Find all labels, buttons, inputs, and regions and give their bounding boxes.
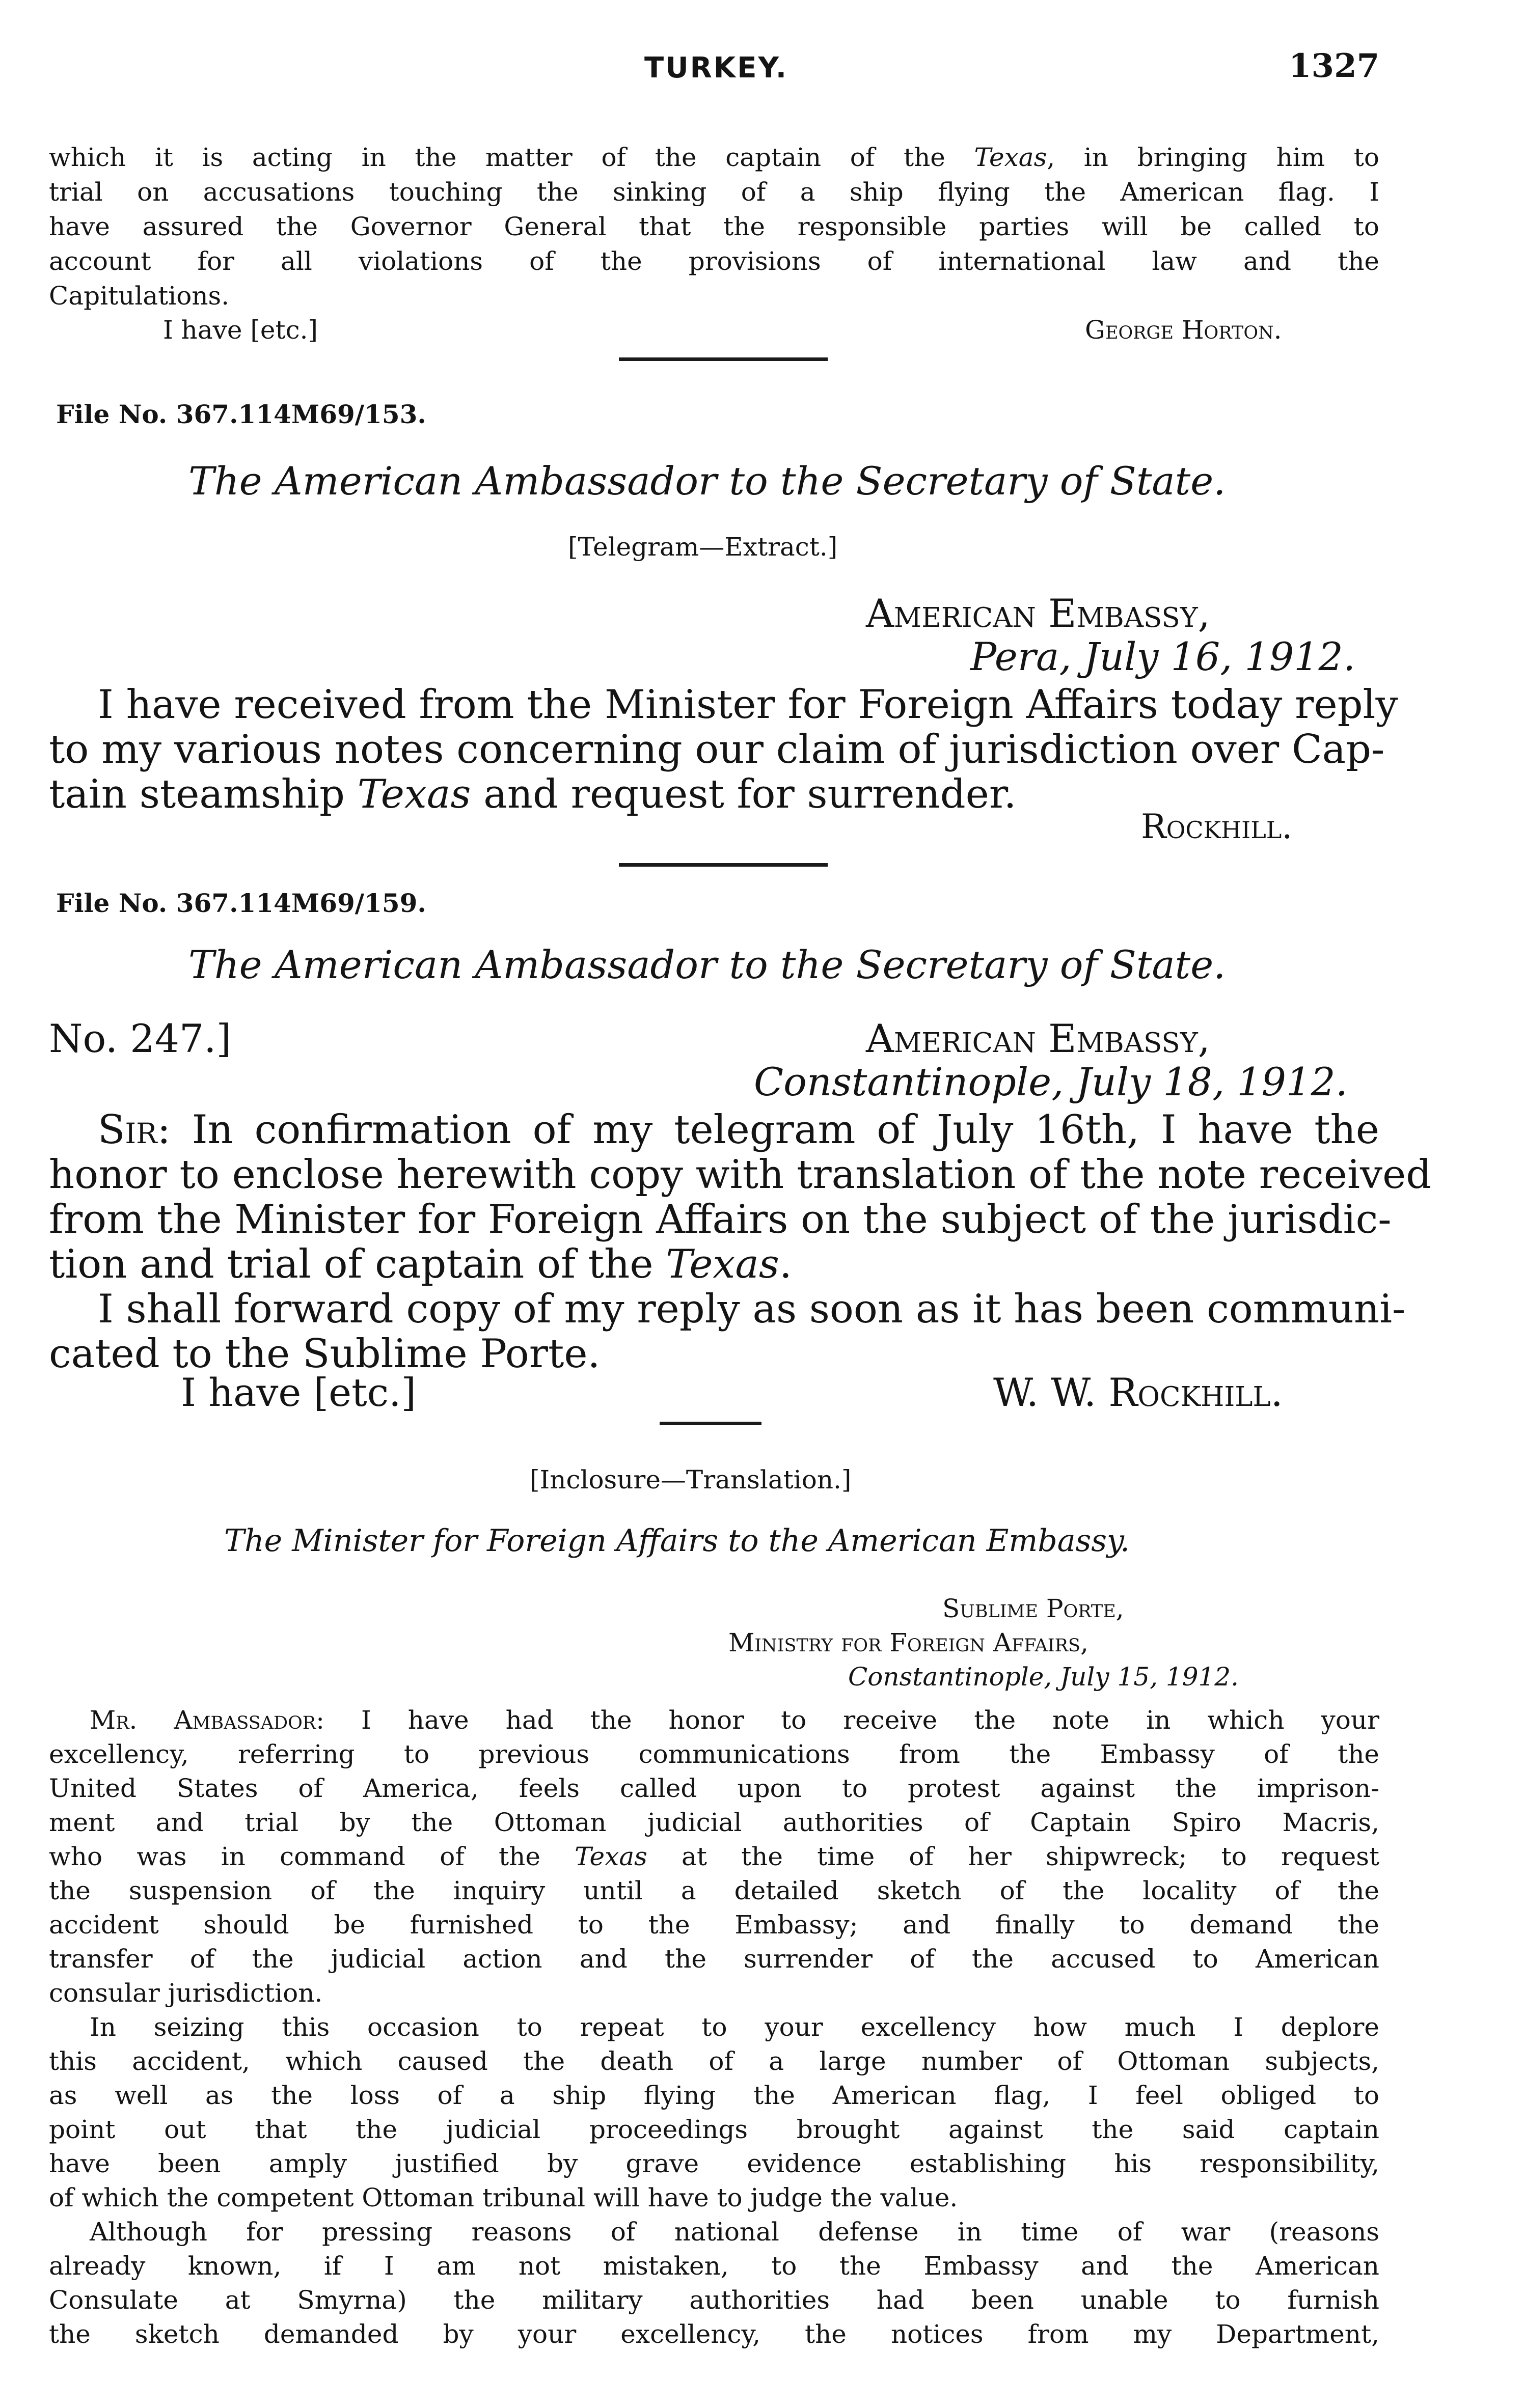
text-line: consular jurisdiction. — [49, 1978, 323, 2008]
page-number: 1327 — [1289, 47, 1380, 85]
text-line: to my various notes concerning our claim of jurisdiction over Cap- — [49, 727, 1385, 772]
text-line: Capitulations. — [49, 281, 230, 311]
document-subheading: [Telegram—Extract.] — [568, 532, 838, 562]
text-line: transfer of the judicial action and the surrender of the accused to American — [49, 1944, 1379, 1974]
text-line: honor to enclose herewith copy with translation of the note received — [49, 1152, 1432, 1198]
text-line: who was in command of the Texas at the time of her shipwreck; to request — [49, 1842, 1379, 1871]
place-line: American Embassy, — [866, 1016, 1210, 1061]
text-line: point out that the judicial proceedings brought against the said captain — [49, 2115, 1379, 2144]
separator-rule — [619, 357, 828, 361]
telegram-body — [49, 682, 1398, 817]
letter-body — [49, 1107, 1432, 1377]
place-line: Ministry for Foreign Affairs, — [728, 1628, 1088, 1657]
file-number: File No. 367.114M69/159. — [56, 888, 426, 918]
document-number: No. 247.] — [49, 1016, 232, 1061]
text-line: accident should be furnished to the Embassy; and finally to demand the — [49, 1910, 1379, 1940]
text-line: from the Minister for Foreign Affairs on the subject of the jurisdic- — [49, 1197, 1392, 1242]
text-line: I shall forward copy of my reply as soon as it has been communi- — [98, 1286, 1406, 1332]
continuation-paragraph — [49, 140, 1379, 313]
text-line: I have received from the Minister for Foreign Affairs today reply — [98, 682, 1398, 728]
text-line: tain steamship Texas and request for surrender. — [49, 771, 1017, 817]
text-line: have assured the Governor General that the responsible parties will be called to — [49, 212, 1379, 241]
date-line: Constantinople, July 18, 1912. — [754, 1059, 1348, 1104]
text-line: cated to the Sublime Porte. — [49, 1331, 601, 1377]
text-line: Although for pressing reasons of national defense in time of war (reasons — [90, 2217, 1379, 2247]
running-title: TURKEY. — [644, 51, 788, 85]
text-line: as well as the loss of a ship flying the American flag, I feel obliged to — [49, 2081, 1379, 2110]
text-line: tion and trial of captain of the Texas. — [49, 1241, 792, 1287]
translation-paragraph-3 — [49, 2215, 1379, 2351]
text-line: have been amply justified by grave evidence establishing his responsibility, — [49, 2149, 1379, 2178]
document-heading: The Minister for Foreign Affairs to the American Embassy. — [224, 1523, 1130, 1559]
text-line: In seizing this occasion to repeat to your excellency how much I deplore — [90, 2012, 1379, 2042]
translation-paragraph-2 — [49, 2010, 1379, 2215]
text-line: United States of America, feels called upon to protest against the imprison- — [49, 1774, 1379, 1803]
text-line: this accident, which caused the death of a large number of Ottoman subjects, — [49, 2046, 1379, 2076]
text-line: trial on accusations touching the sinking of a ship flying the American flag. I — [49, 177, 1379, 207]
closing: I have [etc.] — [163, 315, 318, 345]
date-line: Pera, July 16, 1912. — [970, 634, 1356, 679]
text-line: which it is acting in the matter of the captain of the Texas, in bringing him to — [49, 143, 1379, 172]
separator-rule — [619, 863, 828, 867]
text-line: Sir: In confirmation of my telegram of July 16th, I have the — [98, 1107, 1379, 1153]
place-line: American Embassy, — [866, 591, 1210, 636]
signature: W. W. Rockhill. — [993, 1370, 1283, 1415]
text-line: Mr. Ambassador: I have had the honor to receive the note in which your — [90, 1705, 1379, 1735]
text-line: the suspension of the inquiry until a detailed sketch of the locality of the — [49, 1876, 1379, 1905]
document-heading: The American Ambassador to the Secretary of State. — [188, 942, 1226, 987]
text-line: excellency, referring to previous communications from the Embassy of the — [49, 1739, 1379, 1769]
text-line: already known, if I am not mistaken, to the Embassy and the American — [49, 2251, 1379, 2281]
signature: Rockhill. — [1141, 807, 1293, 846]
signature: George Horton. — [1085, 315, 1282, 345]
text-line: Consulate at Smyrna) the military authorities had been unable to furnish — [49, 2285, 1379, 2315]
separator-rule — [660, 1422, 761, 1425]
text-line: the sketch demanded by your excellency, the notices from my Department, — [49, 2319, 1379, 2349]
text-line: of which the competent Ottoman tribunal will have to judge the value. — [49, 2183, 958, 2212]
text-line: ment and trial by the Ottoman judicial authorities of Captain Spiro Macris, — [49, 1808, 1379, 1837]
translation-paragraph-1 — [49, 1703, 1379, 2010]
document-heading: The American Ambassador to the Secretary of State. — [188, 458, 1226, 504]
date-line: Constantinople, July 15, 1912. — [848, 1662, 1239, 1692]
text-line: account for all violations of the provisions of international law and the — [49, 246, 1379, 276]
inclosure-label: [Inclosure—Translation.] — [530, 1465, 852, 1494]
file-number: File No. 367.114M69/153. — [56, 399, 426, 429]
closing: I have [etc.] — [181, 1370, 417, 1415]
place-line: Sublime Porte, — [942, 1594, 1124, 1623]
